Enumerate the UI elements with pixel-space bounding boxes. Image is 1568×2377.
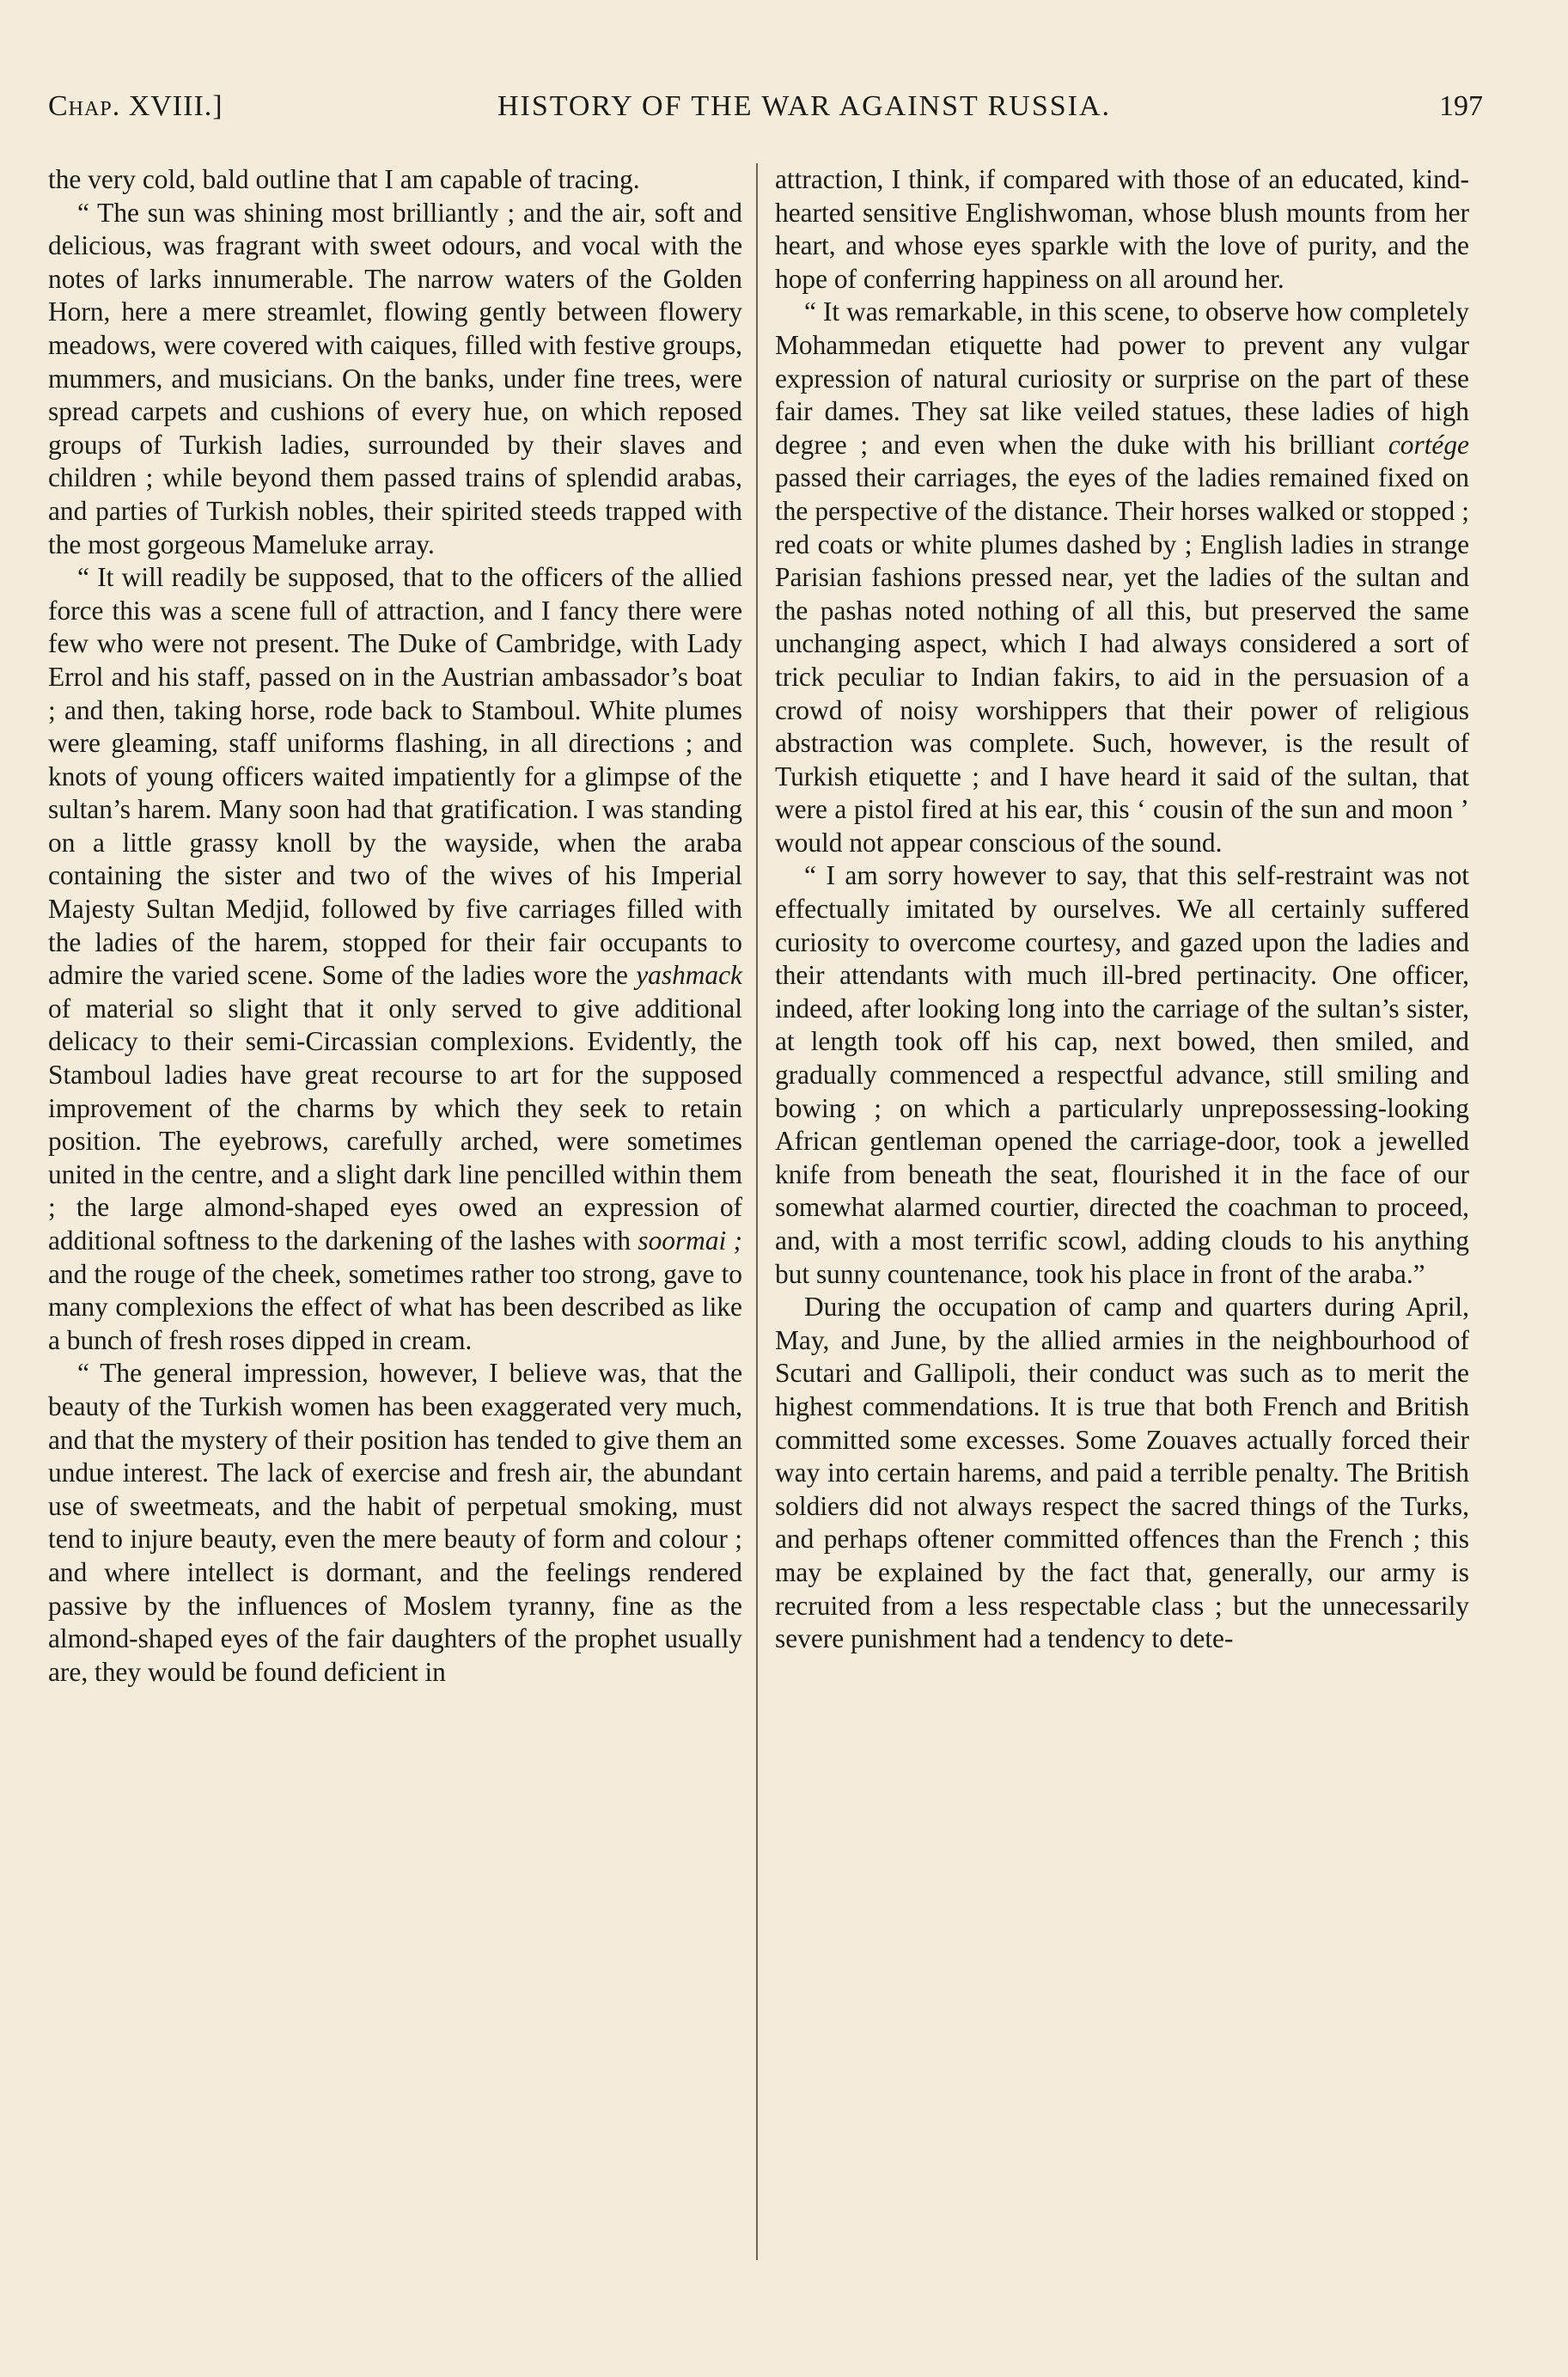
paragraph: During the occupation of camp and quarters during April, May, and June, by the allied armies in the neighbourhood of Scutari and Gallipoli, their conduct was such as to merit the highest commendations. It is true that both French and British committed some excesses. Some Zouaves actually forced their way into certain harems, and paid a terrible penalty. The British soldiers did not always respect the sacred things of the Turks, and perhaps oftener committed offences than the French ; this may be explained by the fact that, generally, our army is recruited from a less respectable class ; but the unnecessarily severe punishment had a tendency to dete- (775, 1292, 1469, 1654)
text-run: “ It will readily be supposed, that to the officers of the allied force this was a scene full of attraction, and I fancy there were few who were not present. The Duke of Cambridge, with Lady Errol and his staff, passed on in the Austrian ambassador’s boat ; and then, taking horse, rode back to Stamboul. White plumes were gleaming, staff uniforms flashing, in all directions ; and knots of young officers waited impatiently for a glimpse of the sultan’s harem. Many soon had that gratification. I was standing on a little grassy knoll by the wayside, when the araba containing the sister and two of the wives of his Imperial Majesty Sultan Medjid, followed by five carriages filled with the ladies of the harem, stopped for their fair occupants to admire the varied scene. Some of the ladies wore the (48, 562, 742, 991)
paragraph: “ I am sorry however to say, that this self-restraint was not effectually imitated by ourselves. We all certainly suffered curiosity to overcome courtesy, and gazed upon the ladies and their attendants with much ill-bred pertinacity. One officer, indeed, after looking long into the carriage of the sultan’s sister, at length took off his cap, next bowed, then smiled, and gradually commenced a respectful advance, still smiling and bowing ; on which a particularly unprepossessing-looking African gentleman opened the carriage-door, took a jewelled knife from beneath the seat, flourished it in the face of our somewhat alarmed courtier, directed the coachman to proceed, and, with a most terrific scowl, adding clouds to his anything but sunny countenance, took his place in front of the araba.” (775, 860, 1469, 1289)
text-run: of material so slight that it only served to give additional delicacy to their semi-Circassian complexions. Evidently, the Stamboul ladies have great recourse to art for the supposed improvement of the charms by which they seek to retain position. The eyebrows, carefully arched, were sometimes united in the centre, and a slight dark line pencilled within them ; the large almond-shaped eyes owed an expression of additional softness to the darkening of the lashes with (48, 993, 742, 1256)
italic-term: cortége (1388, 429, 1469, 460)
text-run: “ It was remarkable, in this scene, to observe how completely Mohammedan etiquette had power to prevent any vulgar expression of natural curiosity or surprise on the part of these fair dames. They sat like veiled statues, these ladies of high degree ; and even when the duke with his brilliant (775, 296, 1469, 460)
paragraph (775, 296, 1469, 859)
running-head (48, 90, 1483, 142)
left-column (48, 163, 742, 1689)
column-divider (756, 163, 758, 2260)
paragraph: attraction, I think, if compared with those of an educated, kind-hearted sensitive Englishwoman, whose blush mounts from her heart, and whose eyes sparkle with the love of purity, and the hope of conferring happiness on all around her. (775, 164, 1469, 294)
text-run: passed their carriages, the eyes of the ladies remained fixed on the perspective of the distance. Their horses walked or stopped ; red coats or white plumes dashed by ; English ladies in strange Parisian fashions pressed near, yet the ladies of the sultan and the pashas noted nothing of all this, but preserved the same unchanging aspect, which I had always considered a sort of trick peculiar to Indian fakirs, to aid in the persuasion of a crowd of noisy worshippers that their power of religious abstraction was complete. Such, however, is the result of Turkish etiquette ; and I have heard it said of the sultan, that were a pistol fired at his ear, this ‘ cousin of the sun and moon ’ would not appear conscious of the sound. (775, 462, 1469, 858)
page-number: 197 (1439, 90, 1483, 122)
paragraph: the very cold, bald outline that I am capable of tracing. (48, 164, 640, 194)
italic-term: yashmack (636, 960, 742, 991)
paragraph: “ The general impression, however, I believe was, that the beauty of the Turkish women has been exaggerated very much, and that the mystery of their position has tended to give them an undue interest. The lack of exercise and fresh air, the abundant use of sweetmeats, and the habit of perpetual smoking, must tend to injure beauty, even the mere beauty of form and colour ; and where intellect is dormant, and the feelings rendered passive by the influences of Moslem tyranny, fine as the almond-shaped eyes of the fair daughters of the prophet usually are, they would be found deficient in (48, 1358, 742, 1687)
paragraph: “ The sun was shining most brilliantly ; and the air, soft and delicious, was fragrant with sweet odours, and vocal with the notes of larks innumerable. The narrow waters of the Golden Horn, here a mere streamlet, flowing gently between flowery meadows, were covered with caiques, filled with festive groups, mummers, and musicians. On the banks, under fine trees, were spread carpets and cushions of every hue, on which reposed groups of Turkish ladies, surrounded by their slaves and children ; while beyond them passed trains of splendid arabas, and parties of Turkish nobles, their spirited steeds trapped with the most gorgeous Mameluke array. (48, 197, 742, 559)
paragraph (48, 561, 742, 1357)
italic-term: soormai ; (638, 1225, 742, 1256)
running-title: HISTORY OF THE WAR AGAINST RUSSIA. (497, 90, 1112, 122)
text-run: and the rouge of the cheek, sometimes rather too strong, gave to many complexions the effect of what has been described as like a bunch of fresh roses dipped in cream. (48, 1258, 742, 1355)
chapter-label: Chap. XVIII.] (48, 90, 223, 122)
right-column (775, 163, 1469, 1656)
